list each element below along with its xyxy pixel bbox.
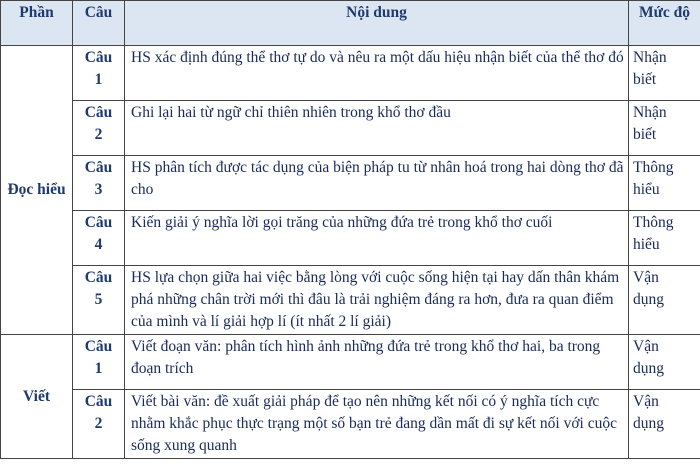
level-word-1: Vận <box>633 338 659 355</box>
question-number: 2 <box>94 415 103 432</box>
level-cell <box>629 46 700 101</box>
header-row <box>1 1 700 46</box>
question-cell <box>73 211 125 266</box>
question-number: 1 <box>94 360 103 377</box>
level-cell <box>629 266 700 335</box>
question-cell <box>73 46 125 101</box>
question-label: Câu <box>84 104 113 121</box>
level-cell <box>629 335 700 390</box>
level-cell <box>629 211 700 266</box>
level-word-1: Nhận <box>633 104 667 121</box>
level-word-2: dụng <box>633 415 664 432</box>
level-word-1: Nhận <box>633 49 667 66</box>
question-label: Câu <box>84 393 113 410</box>
level-cell <box>629 390 700 459</box>
question-number: 2 <box>94 126 103 143</box>
question-cell <box>73 266 125 335</box>
content-cell: HS xác định đúng thể thơ tự do và nêu ra một dấu hiệu nhận biết của thể thơ đó <box>125 46 629 101</box>
level-word-2: biết <box>633 71 657 88</box>
content-cell: Viết bài văn: đề xuất giải pháp để tạo nên những kết nối có ý nghĩa tích cực nhằm khắc phục thực trạng một số bạn trẻ đang dần mất đi sự kết nối với cuộc sống xung quanh <box>125 390 629 459</box>
question-number: 4 <box>94 236 103 253</box>
question-number: 3 <box>94 181 103 198</box>
section-reading: Đọc hiểu <box>1 46 73 335</box>
table-row <box>1 46 700 101</box>
question-cell <box>73 390 125 459</box>
question-label: Câu <box>84 49 113 66</box>
content-cell: Ghi lại hai từ ngữ chỉ thiên nhiên trong khổ thơ đầu <box>125 101 629 156</box>
level-word-1: Vận <box>633 269 659 286</box>
table-row <box>1 156 700 211</box>
level-word-1: Vận <box>633 393 659 410</box>
content-cell: HS lựa chọn giữa hai việc bằng lòng với cuộc sống hiện tại hay dấn thân khám phá những chân trời mới thì đâu là trải nghiệm đáng ra hơn, đưa ra quan điểm của mình và lí giải hợp lí (ít nhất 2 lí giải) <box>125 266 629 335</box>
question-cell <box>73 101 125 156</box>
content-cell: Kiến giải ý nghĩa lời gọi trăng của những đứa trẻ trong khổ thơ cuối <box>125 211 629 266</box>
level-cell <box>629 156 700 211</box>
content-cell: Viết đoạn văn: phân tích hình ảnh những đứa trẻ trong khổ thơ hai, ba trong đoạn trích <box>125 335 629 390</box>
question-cell <box>73 156 125 211</box>
question-number: 5 <box>94 291 103 308</box>
header-content: Nội dung <box>125 1 629 46</box>
level-word-2: dụng <box>633 291 664 308</box>
level-word-1: Thông <box>633 159 674 176</box>
table-row <box>1 211 700 266</box>
level-cell <box>629 101 700 156</box>
header-part: Phần <box>1 1 73 46</box>
question-label: Câu <box>84 338 113 355</box>
level-word-1: Thông <box>633 214 674 231</box>
content-cell: HS phân tích được tác dụng của biện pháp tu từ nhân hoá trong hai dòng thơ đã cho <box>125 156 629 211</box>
level-word-2: hiểu <box>633 181 660 198</box>
question-label: Câu <box>84 269 113 286</box>
question-label: Câu <box>84 159 113 176</box>
table-row <box>1 335 700 390</box>
table-row <box>1 266 700 335</box>
question-cell <box>73 335 125 390</box>
table-row <box>1 101 700 156</box>
section-writing: Viết <box>1 335 73 459</box>
header-question: Câu <box>73 1 125 46</box>
header-level: Mức độ <box>629 1 700 46</box>
table-row <box>1 390 700 459</box>
level-word-2: hiểu <box>633 236 660 253</box>
level-word-2: biết <box>633 126 657 143</box>
question-number: 1 <box>94 71 103 88</box>
level-word-2: dụng <box>633 360 664 377</box>
question-label: Câu <box>84 214 113 231</box>
